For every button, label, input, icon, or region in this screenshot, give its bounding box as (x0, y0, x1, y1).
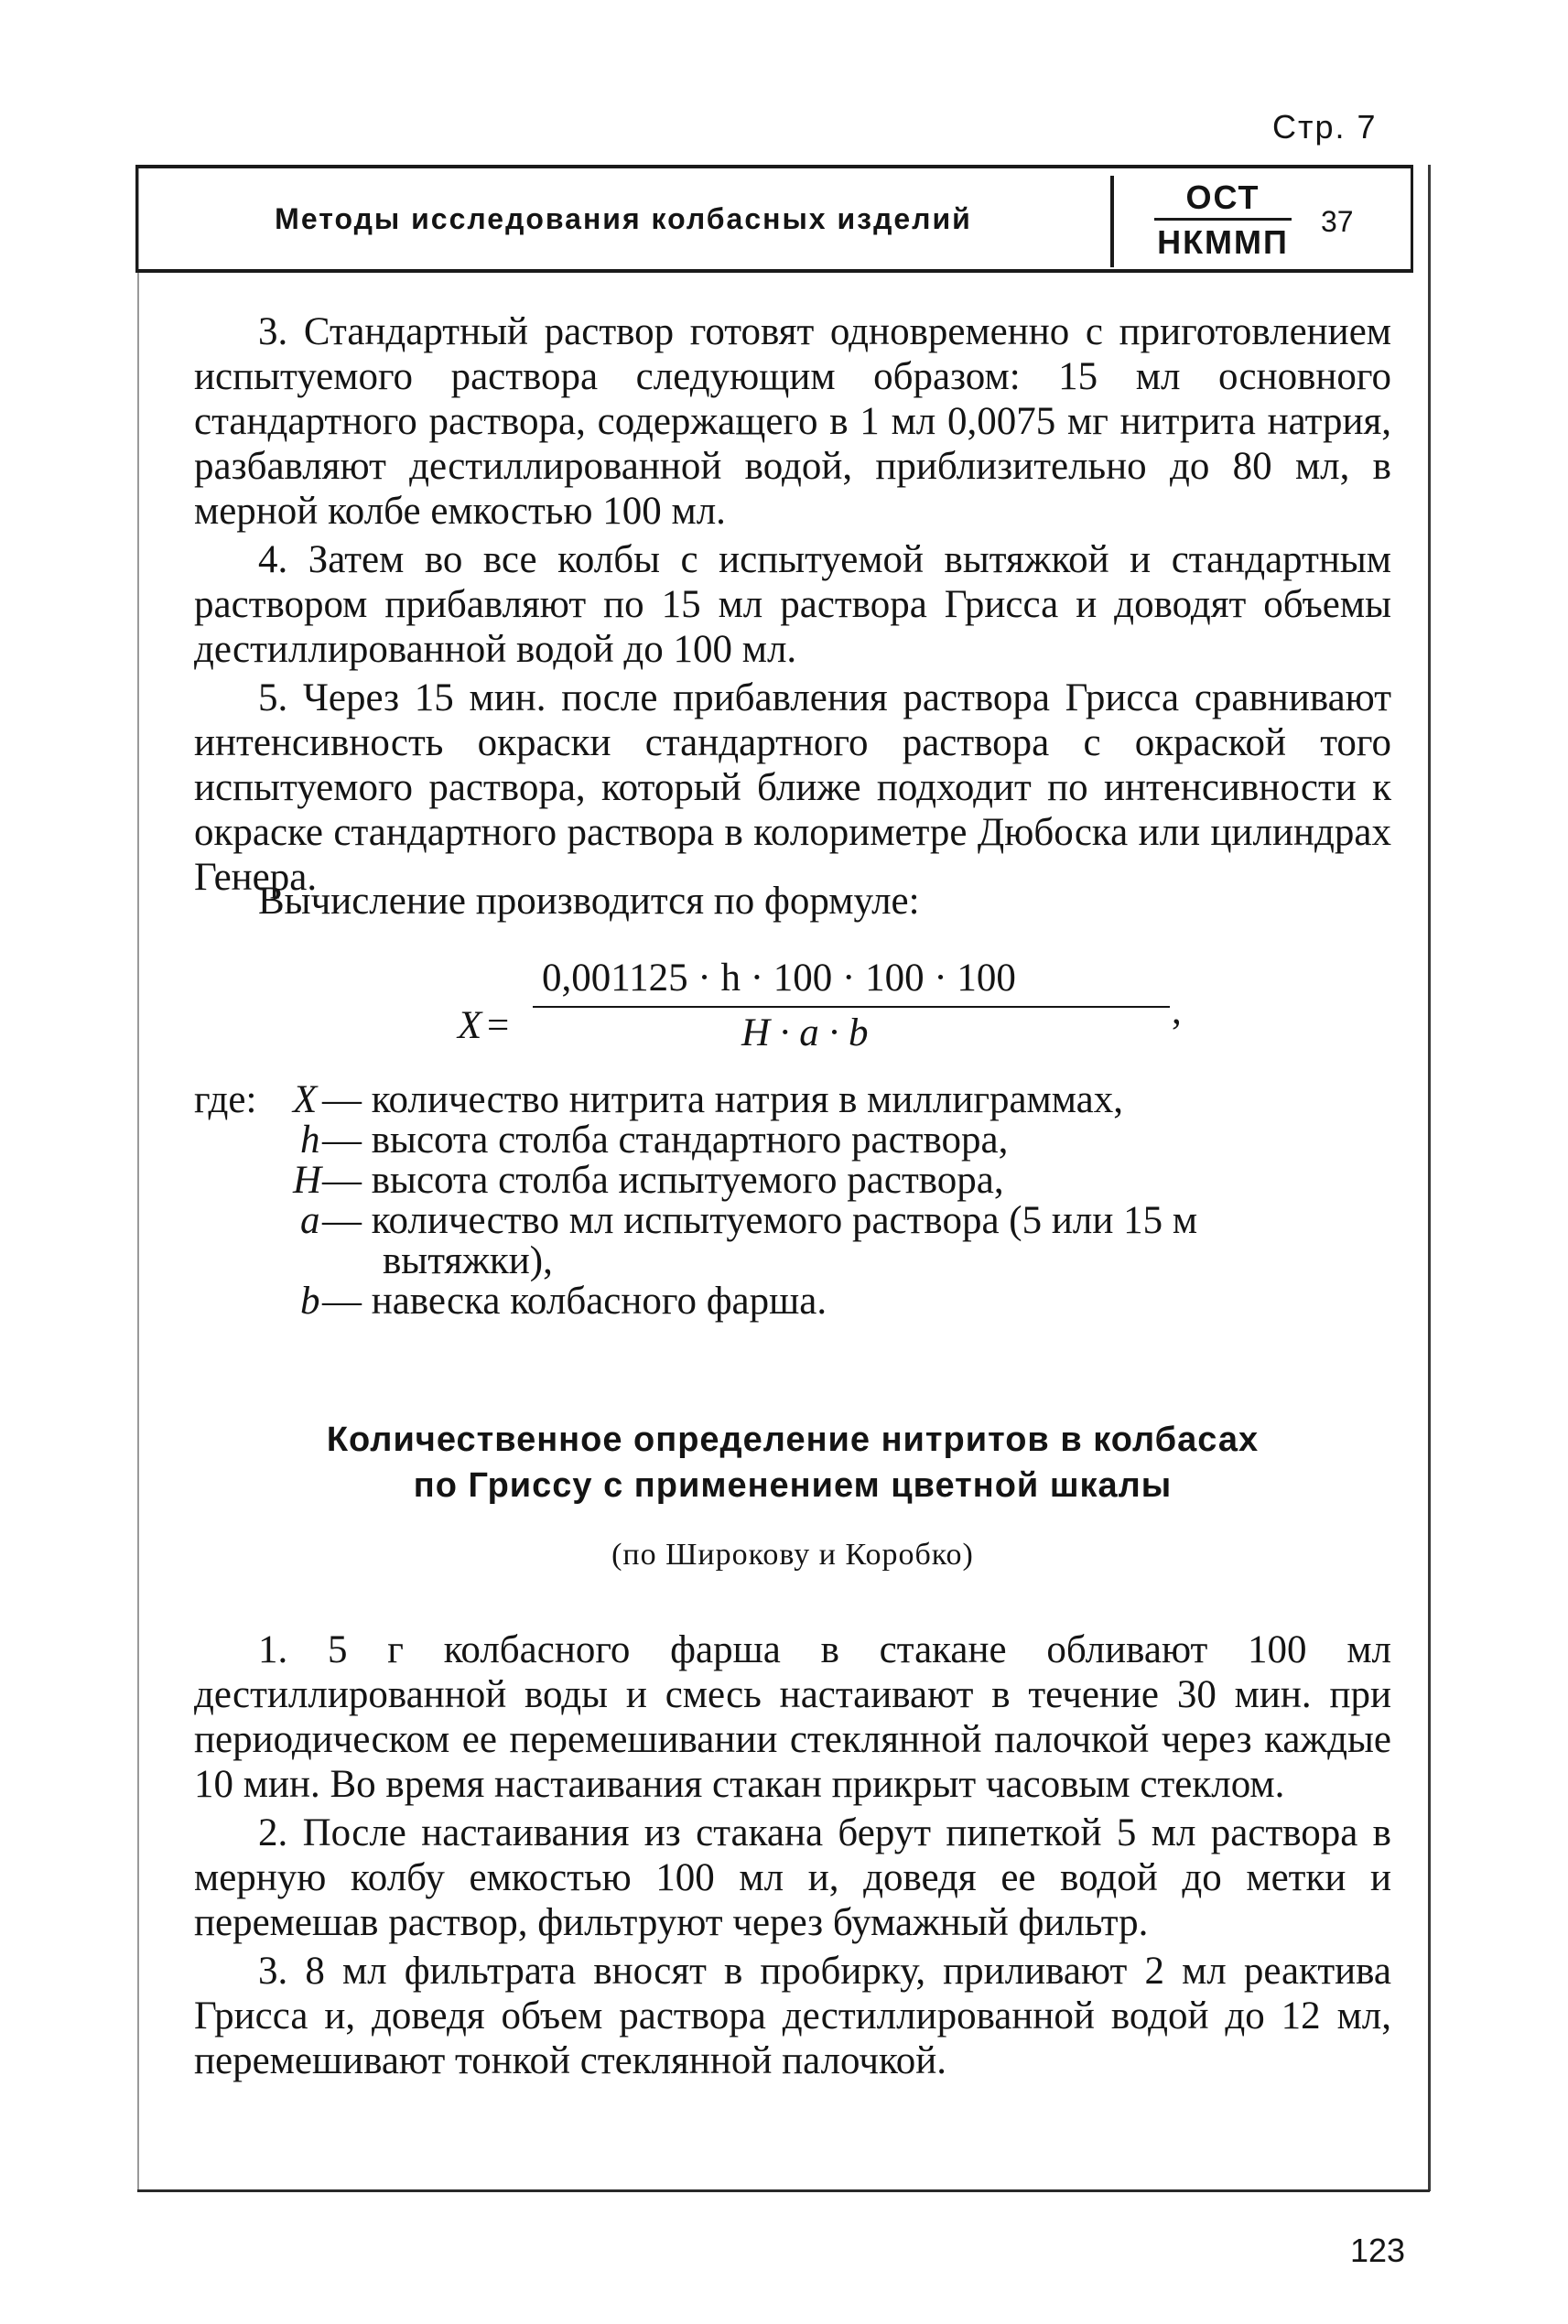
section-subtitle: (по Широкову и Коробко) (611, 1538, 974, 1572)
legend-text: вытяжки), (383, 1239, 553, 1282)
header-divider (1110, 176, 1114, 267)
page-number: Стр. 7 (1272, 108, 1378, 146)
standard-top: ОСТ (1154, 178, 1292, 221)
formula-legend (194, 1080, 1402, 1322)
legend-text: — количество мл испытуемого раствора (5 или 15 м (322, 1199, 1198, 1242)
formula (458, 956, 1190, 1056)
legend-prefix: где: (194, 1078, 257, 1121)
top-paragraphs (194, 309, 1391, 903)
standard-designation (1136, 178, 1310, 265)
footer-page-number: 123 (1350, 2232, 1406, 2269)
formula-equals: = (487, 1004, 510, 1047)
section-title-line2: по Гриссу с применением цветной шкалы (413, 1466, 1173, 1505)
right-margin-rule (1428, 165, 1431, 2191)
legend-row (194, 1080, 1402, 1120)
bottom-paragraphs (194, 1627, 1391, 2087)
legend-symbol: h (300, 1119, 320, 1162)
legend-symbol: H (293, 1159, 322, 1202)
legend-row (194, 1241, 1402, 1281)
document-header (135, 165, 1413, 273)
legend-text: — количество нитрита натрия в миллиграммах, (322, 1078, 1124, 1121)
legend-symbol: X (293, 1078, 318, 1121)
legend-symbol: b (300, 1280, 320, 1323)
section-title (194, 1417, 1391, 1508)
section-title-line1: Количественное определение нитритов в колбасах (326, 1421, 1260, 1459)
legend-row (194, 1120, 1402, 1161)
legend-symbol: a (300, 1199, 320, 1242)
formula-comma: , (1172, 989, 1182, 1032)
paragraph-5: 5. Через 15 мин. после прибавления раствора Грисса сравнивают интенсивность окраски стандартного раствора с окраской того испытуемого раствора, который ближе подходит по интенсивности к окраске стандартного раствора в колориметре Дюбоска или цилиндрах Генера. (194, 676, 1391, 899)
legend-row (194, 1281, 1402, 1322)
standard-bottom: НКММП (1157, 223, 1289, 261)
legend-row (194, 1201, 1402, 1241)
paragraph-b2: 2. После настаивания из стакана берут пипеткой 5 мл раствора в мерную колбу емкостью 100 мл и, доведя ее водой до метки и перемешав раствор, фильтруют через бумажный фильтр. (194, 1811, 1391, 1944)
legend-text: — высота столба стандартного раствора, (322, 1119, 1009, 1162)
standard-number: 37 (1321, 205, 1354, 238)
left-margin-rule (137, 165, 139, 2191)
fraction-bar (533, 1006, 1170, 1008)
paragraph-b1: 1. 5 г колбасного фарша в стакане обливают 100 мл дестиллированной воды и смесь настаивают в течение 30 мин. при периодическом ее перемешивании стеклянной палочкой через каждые 10 мин. Во время настаивания стакан прикрыт часовым стеклом. (194, 1628, 1391, 1806)
formula-numerator: 0,001125 · h · 100 · 100 · 100 (542, 957, 1016, 1000)
formula-intro (194, 879, 1391, 924)
paragraph-4: 4. Затем во все колбы с испытуемой вытяжкой и стандартным раствором прибавляют по 15 мл раствора Грисса и доводят объемы дестиллированной водой до 100 мл. (194, 538, 1391, 671)
legend-text: — высота столба испытуемого раствора, (322, 1159, 1004, 1202)
bottom-rule (137, 2189, 1430, 2192)
formula-intro-text: Вычисление производится по формуле: (258, 880, 920, 923)
formula-lhs: X (458, 1004, 482, 1047)
paragraph-b3: 3. 8 мл фильтрата вносят в пробирку, приливают 2 мл реактива Грисса и, доведя объем раствора дестиллированной водой до 12 мл, перемешивают тонкой стеклянной палочкой. (194, 1950, 1391, 2082)
header-title: Методы исследования колбасных изделий (275, 201, 972, 235)
formula-denominator: H · a · b (741, 1011, 869, 1054)
legend-text: — навеска колбасного фарша. (322, 1280, 827, 1323)
legend-row (194, 1161, 1402, 1201)
paragraph-3: 3. Стандартный раствор готовят одновременно с приготовлением испытуемого раствора следующим образом: 15 мл основного стандартного раствора, содержащего в 1 мл 0,0075 мг нитрита натрия, разбавляют дестиллированной водой, приблизительно до 80 мл, в мерной колбе емкостью 100 мл. (194, 310, 1391, 533)
